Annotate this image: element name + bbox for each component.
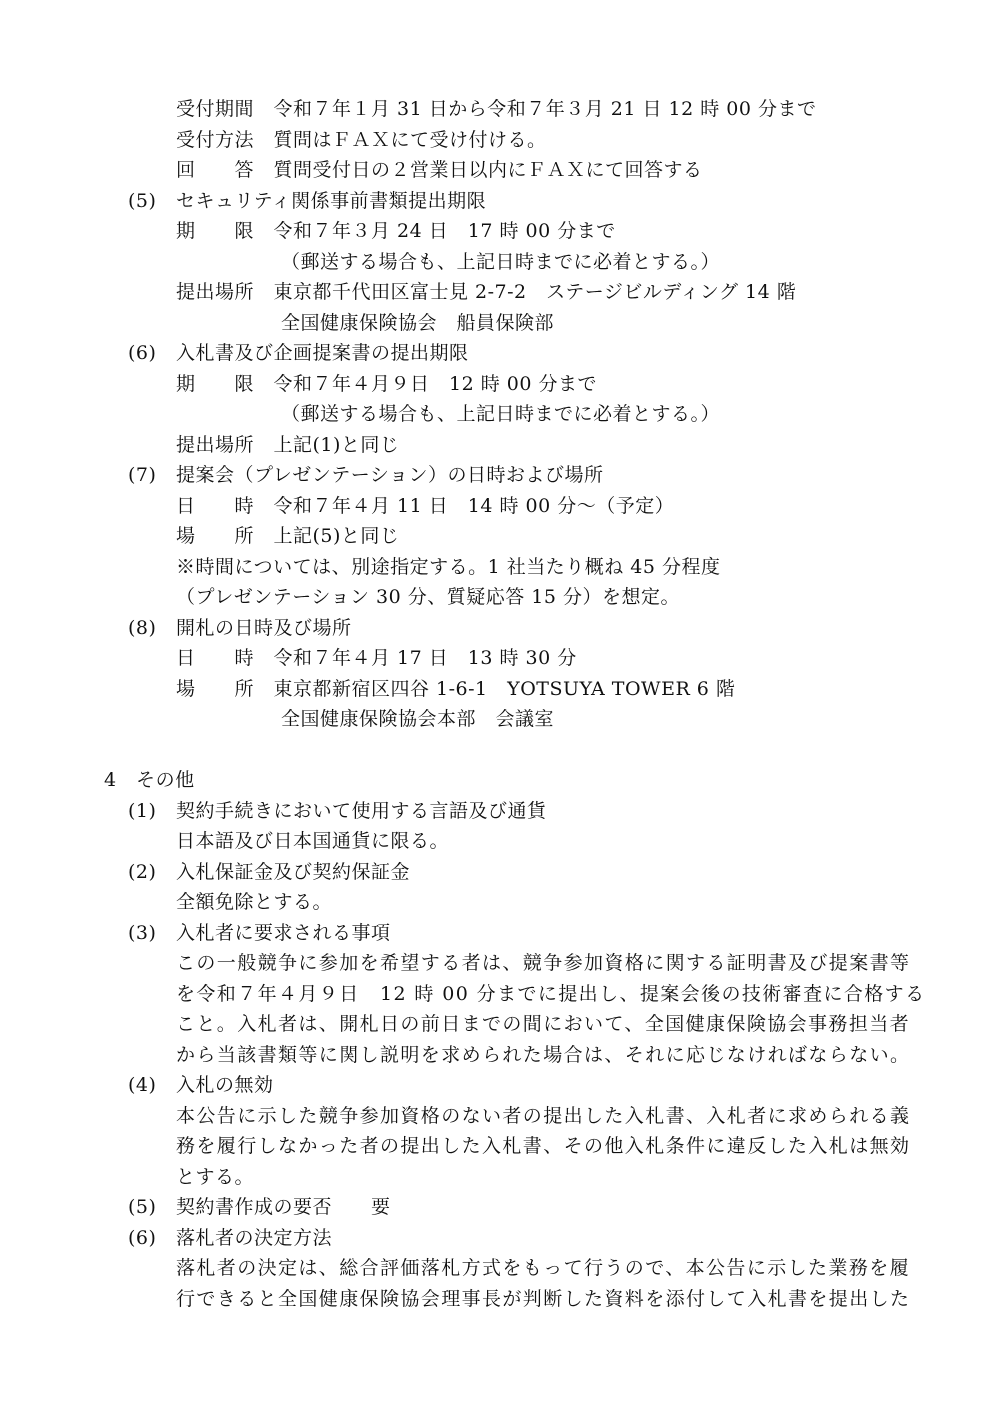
text-line: （郵送する場合も、上記日時までに必着とする。） xyxy=(281,251,721,273)
item-heading: 契約手続きにおいて使用する言語及び通貨 xyxy=(176,800,547,822)
text-line: ※時間については、別途指定する。1 社当たり概ね 45 分程度 xyxy=(176,556,721,578)
item-number: (7) xyxy=(128,464,157,486)
text-line: 落札者の決定は、総合評価落札方式をもって行うので、本公告に示した業務を履 xyxy=(176,1257,911,1279)
text-line: こと。入札者は、開札日の前日までの間において、全国健康保険協会事務担当者 xyxy=(176,1013,911,1035)
text-line: 行できると全国健康保険協会理事長が判断した資料を添付して入札書を提出した xyxy=(176,1288,911,1310)
item-number: (6) xyxy=(128,1227,157,1249)
text-line: 期 限 令和７年４月９日 12 時 00 分まで xyxy=(176,373,597,395)
text-line: を令和７年４月９日 12 時 00 分までに提出し、提案会後の技術審査に合格する xyxy=(176,983,926,1005)
text-line: 本公告に示した競争参加資格のない者の提出した入札書、入札者に求められる義 xyxy=(176,1105,911,1127)
text-line: 日 時 令和７年４月 17 日 13 時 30 分 xyxy=(176,647,577,669)
item-number: (8) xyxy=(128,617,157,639)
item-number: (6) xyxy=(128,342,157,364)
text-line: とする。 xyxy=(176,1166,255,1188)
text-line: 務を履行しなかった者の提出した入札書、その他入札条件に違反した入札は無効 xyxy=(176,1135,911,1157)
item-number: (5) xyxy=(128,190,157,212)
item-heading: 落札者の決定方法 xyxy=(176,1227,333,1249)
text-line: から当該書類等に関し説明を求められた場合は、それに応じなければならない。 xyxy=(176,1044,911,1066)
text-line: （プレゼンテーション 30 分、質疑応答 15 分）を想定。 xyxy=(176,586,680,608)
text-line: 提出場所 東京都千代田区富士見 2-7-2 ステージビルディング 14 階 xyxy=(176,281,797,303)
item-heading: 契約書作成の要否 要 xyxy=(176,1196,391,1218)
text-line: 期 限 令和７年３月 24 日 17 時 00 分まで xyxy=(176,220,616,242)
item-heading: 開札の日時及び場所 xyxy=(176,617,352,639)
item-heading: 入札の無効 xyxy=(176,1074,274,1096)
text-line: 提出場所 上記(1)と同じ xyxy=(176,434,400,456)
text-line: （郵送する場合も、上記日時までに必着とする。） xyxy=(281,403,721,425)
text-line: 回 答 質問受付日の２営業日以内にＦＡＸにて回答する xyxy=(176,159,703,181)
text-line: 日 時 令和７年４月 11 日 14 時 00 分～（予定） xyxy=(176,495,675,517)
item-heading: セキュリティ関係事前書類提出期限 xyxy=(176,190,487,212)
text-line: 全国健康保険協会 船員保険部 xyxy=(281,312,555,334)
text-line: 受付期間 令和７年１月 31 日から令和７年３月 21 日 12 時 00 分まで xyxy=(176,98,817,120)
item-heading: 入札書及び企画提案書の提出期限 xyxy=(176,342,469,364)
item-number: (1) xyxy=(128,800,157,822)
item-heading: 提案会（プレゼンテーション）の日時および場所 xyxy=(176,464,604,486)
section-heading: 4 その他 xyxy=(104,769,195,791)
text-line: 全額免除とする。 xyxy=(176,891,333,913)
text-line: 受付方法 質問はＦＡＸにて受け付ける。 xyxy=(176,129,547,151)
item-number: (3) xyxy=(128,922,157,944)
item-heading: 入札者に要求される事項 xyxy=(176,922,391,944)
item-number: (4) xyxy=(128,1074,157,1096)
text-line: 全国健康保険協会本部 会議室 xyxy=(281,708,555,730)
text-line: この一般競争に参加を希望する者は、競争参加資格に関する証明書及び提案書等 xyxy=(176,952,911,974)
text-line: 場 所 東京都新宿区四谷 1-6-1 YOTSUYA TOWER 6 階 xyxy=(176,678,736,700)
text-line: 日本語及び日本国通貨に限る。 xyxy=(176,830,450,852)
item-heading: 入札保証金及び契約保証金 xyxy=(176,861,411,883)
text-line: 場 所 上記(5)と同じ xyxy=(176,525,400,547)
item-number: (2) xyxy=(128,861,157,883)
item-number: (5) xyxy=(128,1196,157,1218)
